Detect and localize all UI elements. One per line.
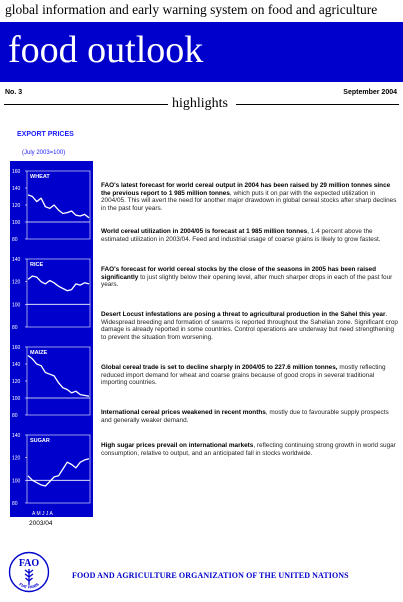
y-tick-label: 140 xyxy=(12,362,21,368)
highlight-lead: FAO's forecast for world cereal stocks by the close of the seasons in 2005 has been raised significantly xyxy=(101,266,377,281)
y-tick-label: 100 xyxy=(12,478,21,485)
highlight-body: , mostly due to favourable supply prospects and generally weaker demand. xyxy=(101,409,389,424)
fao-logo-letters: FAO xyxy=(18,558,40,569)
price-series-line xyxy=(28,459,89,486)
organization-name: FOOD AND AGRICULTURE ORGANIZATION OF THE UNITED NATIONS xyxy=(72,571,349,580)
export-prices-heading: EXPORT PRICES xyxy=(17,131,74,138)
highlight-paragraph xyxy=(101,442,398,457)
highlight-paragraph xyxy=(101,182,398,212)
y-tick-label: 120 xyxy=(12,455,21,462)
chart-title: SUGAR xyxy=(30,438,50,444)
highlight-body: , reflecting continuing strong growth in world sugar consumption, relative to output, and an anticipated fall in stocks worldwide. xyxy=(101,442,396,457)
y-tick-label: 100 xyxy=(12,396,21,402)
fao-logo-motto: FIAT PANIS xyxy=(18,581,40,590)
highlight-paragraph xyxy=(101,409,398,424)
y-tick-label: 120 xyxy=(12,279,21,286)
highlight-paragraph xyxy=(101,228,398,243)
publication-title: food outlook xyxy=(8,29,204,71)
header-rule-right xyxy=(236,104,399,105)
y-tick-label: 80 xyxy=(12,237,18,243)
export-prices-subheading: (July 2003=100) xyxy=(22,150,66,156)
wheat-ear-icon xyxy=(25,569,33,585)
chart-title: WHEAT xyxy=(30,174,50,180)
issue-date: September 2004 xyxy=(343,89,397,96)
price-series-line xyxy=(28,195,89,218)
y-tick-label: 160 xyxy=(12,169,21,175)
chart-title: RICE xyxy=(30,262,44,268)
highlight-lead: World cereal utilization in 2004/05 is forecast at 1 985 million tonnes xyxy=(101,228,308,235)
price-series-line xyxy=(28,276,89,291)
price-series-line xyxy=(28,356,89,397)
header-rule-left xyxy=(4,104,168,105)
y-tick-label: 160 xyxy=(12,345,21,351)
highlight-body: , 1.4 percent above the estimated utilization in 2003/04. Feed and industrial usage of coarse grains is likely to grow fastest. xyxy=(101,228,381,243)
y-tick-label: 120 xyxy=(12,203,21,209)
tagline: global information and early warning system on food and agriculture xyxy=(5,2,378,17)
chart-plot-area xyxy=(27,171,90,239)
y-tick-label: 80 xyxy=(12,413,18,419)
highlight-lead: International cereal prices weakened in recent months xyxy=(101,409,266,416)
fao-logo xyxy=(8,551,50,593)
highlight-lead: FAO's latest forecast for world cereal output in 2004 has been raised by 29 million tonnes since the previous report to 1 985 million tonnes xyxy=(101,182,391,197)
highlight-body: . Widespread breeding and formation of swarms is reported throughout the Sahelian zone. Significant crop damage is already reported in some countries. Control operations are underway but need strengthening to prevent the situation from worsening. xyxy=(101,311,398,341)
export-price-charts xyxy=(10,161,93,517)
highlight-body: to just slightly below their opening level, after much sharper drops in each of the past four years. xyxy=(101,273,393,289)
highlight-paragraph xyxy=(101,266,398,289)
y-tick-label: 80 xyxy=(12,325,18,331)
y-tick-label: 80 xyxy=(12,501,18,507)
highlight-body: mostly reflecting reduced import demand for wheat and coarse grains because of good crops in several traditional importing countries. xyxy=(101,364,386,387)
masthead-banner xyxy=(0,22,403,82)
chart-title: MAIZE xyxy=(30,350,48,356)
highlight-lead: Desert Locust infestations are posing a threat to agricultural production in the Sahel this year xyxy=(101,311,386,318)
y-tick-label: 140 xyxy=(12,433,21,439)
y-tick-label: 100 xyxy=(12,220,21,226)
month-axis-labels: A M J J A xyxy=(32,511,53,517)
section-title: highlights xyxy=(172,96,229,111)
highlight-body: , which puts it on par with the expected utilization in 2004/05. This will avert the need for another major drawdown in global cereal stocks after sharp declines in the past four years. xyxy=(101,189,397,212)
chart-period: 2003/04 xyxy=(29,520,53,527)
chart-plot-area xyxy=(27,347,90,415)
chart-plot-area xyxy=(27,435,90,503)
chart-plot-area xyxy=(27,259,90,327)
issue-number: No. 3 xyxy=(5,89,23,96)
highlight-lead: Global cereal trade is set to decline sharply in 2004/05 to 227.6 million tonnes, xyxy=(101,364,338,371)
y-tick-label: 100 xyxy=(12,302,21,309)
y-tick-label: 120 xyxy=(12,379,21,385)
highlight-lead: High sugar prices prevail on international markets xyxy=(101,442,254,449)
export-price-charts-svg xyxy=(10,161,93,517)
y-tick-label: 140 xyxy=(12,186,21,192)
highlight-paragraph xyxy=(101,311,398,341)
highlight-paragraph xyxy=(101,364,398,387)
y-tick-label: 140 xyxy=(12,257,21,263)
